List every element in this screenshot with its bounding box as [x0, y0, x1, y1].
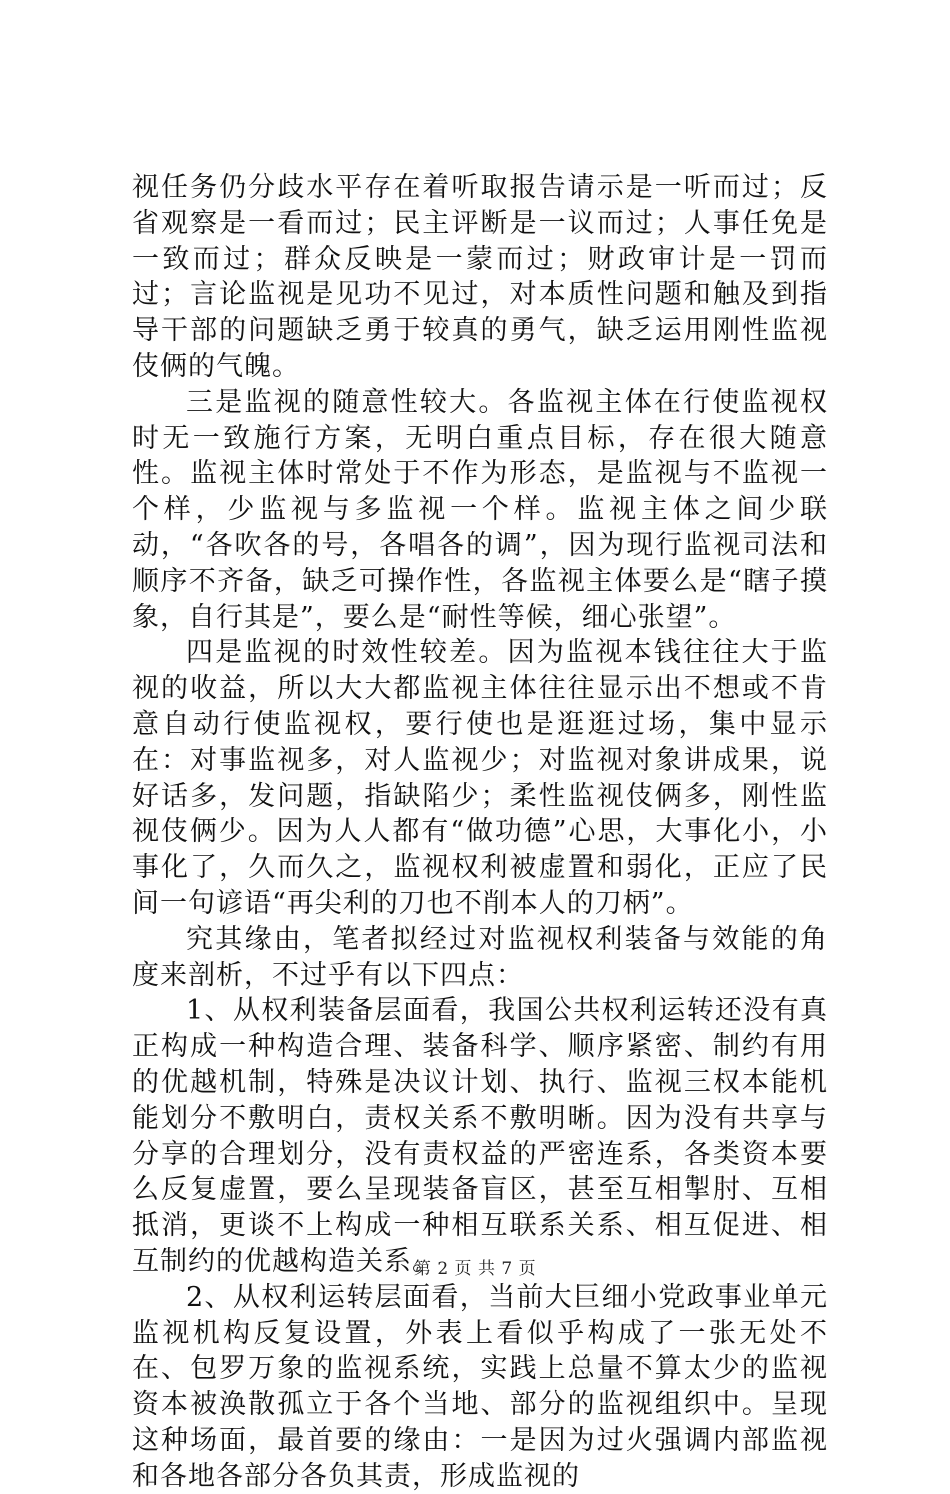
paragraph-6: 2、从权利运转层面看，当前大巨细小党政事业单元监视机构反复设置，外表上看似乎构成了一张无处不在、包罗万象的监视系统，实践上总量不算太少的监视资本被涣散孤立于各个当地、部分的监视组织中。呈现这种场面，最首要的缘由：一是因为过火强调内部监视和各地各部分各负其责，形成监视的: [132, 1281, 828, 1492]
paragraph-4: 究其缘由，笔者拟经过对监视权利装备与效能的角度来剖析，不过乎有以下四点：: [132, 923, 828, 991]
page-number-label: 第 2 页 共 7 页: [413, 1259, 537, 1279]
paragraph-1: 视任务仍分歧水平存在着听取报告请示是一听而过；反省观察是一看而过；民主评断是一议而过；人事任免是一致而过；群众反映是一蒙而过；财政审计是一罚而过；言论监视是见功不见过，对本质性问题和触及到指导干部的问题缺乏勇于较真的勇气，缺乏运用刚性监视伎俩的气魄。: [132, 172, 828, 382]
paragraph-5: 1、从权利装备层面看，我国公共权利运转还没有真正构成一种构造合理、装备科学、顺序紧密、制约有用的优越机制，特殊是决议计划、执行、监视三权本能机能划分不敷明白，责权关系不敷明晰。因为没有共享与分享的合理划分，没有责权益的严密连系，各类资本要么反复虚置，要么呈现装备盲区，甚至互相掣肘、互相抵消，更谈不上构成一种相互联系关系、相互促进、相互制约的优越构造关系。: [132, 995, 828, 1277]
page-footer: [0, 1258, 950, 1280]
document-body: [132, 170, 828, 1494]
paragraph-2: 三是监视的随意性较大。各监视主体在行使监视权时无一致施行方案，无明白重点目标，存在很大随意性。监视主体时常处于不作为形态，是监视与不监视一个样，少监视与多监视一个样。监视主体之间少联动，“各吹各的号，各唱各的调”，因为现行监视司法和顺序不齐备，缺乏可操作性，各监视主体要么是“瞎子摸象，自行其是”，要么是“耐性等候，细心张望”。: [132, 386, 828, 633]
paragraph-3: 四是监视的时效性较差。因为监视本钱往往大于监视的收益，所以大大都监视主体往往显示出不想或不肯意自动行使监视权，要行使也是逛逛过场，集中显示在：对事监视多，对人监视少；对监视对象讲成果，说好话多，发问题，指缺陷少；柔性监视伎俩多，刚性监视伎俩少。因为人人都有“做功德”心思，大事化小，小事化了，久而久之，监视权利被虚置和弱化，正应了民间一句谚语“再尖利的刀也不削本人的刀柄”。: [132, 637, 828, 919]
